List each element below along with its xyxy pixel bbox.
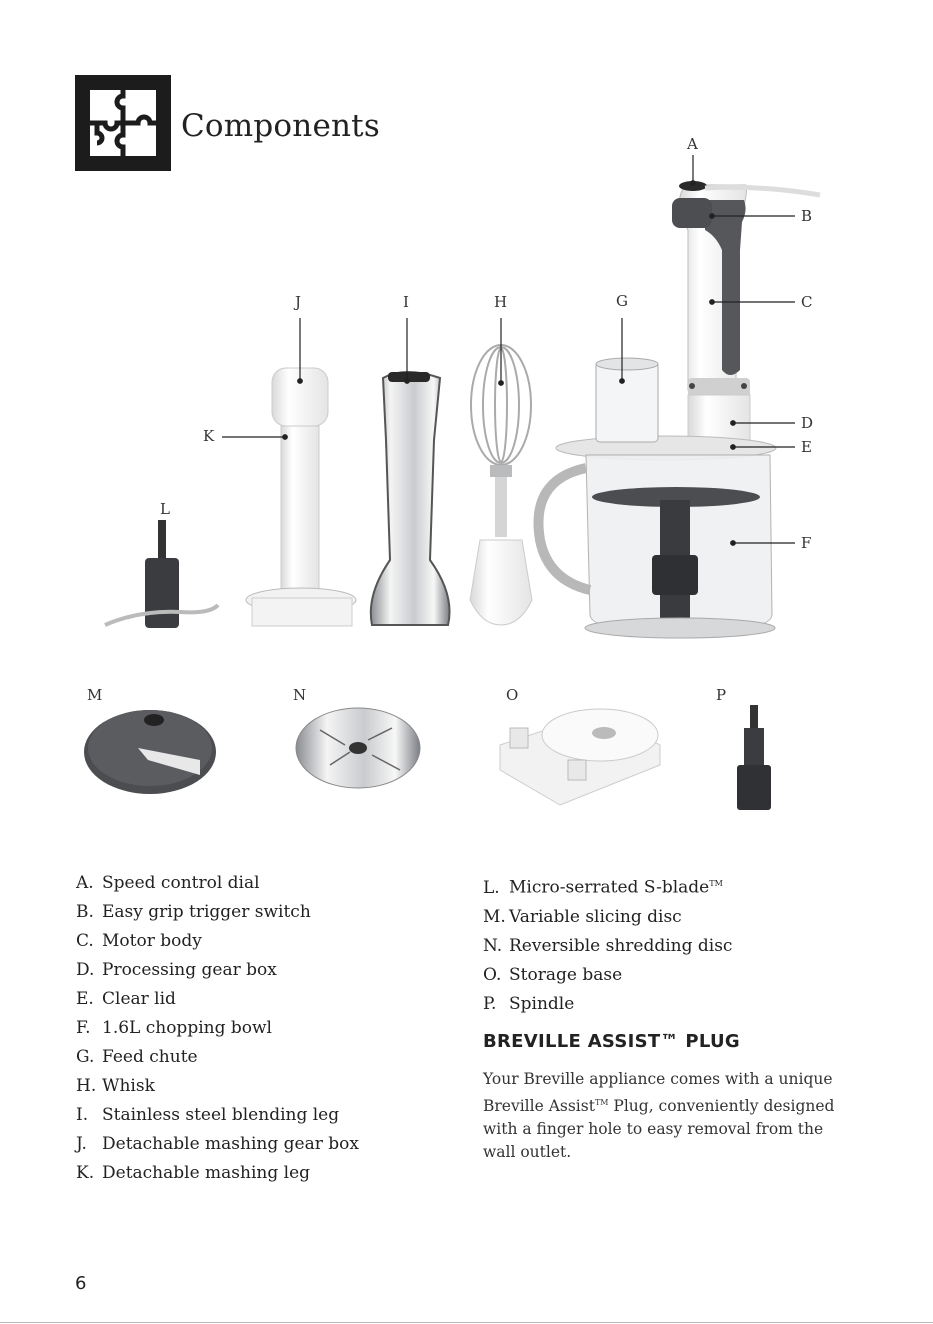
list-item: A. Speed control dial [76, 873, 260, 893]
assist-paragraph: Your Breville appliance comes with a unique Breville Assist™ Plug, conveniently designed with a finger hole to easy removal from the wall outlet. [483, 1070, 835, 1162]
list-item: J. Detachable mashing gear box [76, 1134, 359, 1154]
page-number: 6 [75, 1273, 87, 1294]
components-list-right [483, 869, 732, 1019]
list-item: I. Stainless steel blending leg [76, 1105, 340, 1125]
callout-l: L [160, 500, 170, 518]
list-item: B. Easy grip trigger switch [76, 902, 311, 922]
callout-j: J [295, 293, 302, 311]
list-item: O. Storage base [483, 964, 623, 985]
callout-h: H [494, 293, 508, 311]
list-item: M. Variable slicing disc [483, 906, 682, 927]
list-item: P. Spindle [483, 993, 575, 1014]
callout-a: A [687, 135, 698, 153]
components-list-left [76, 869, 359, 1188]
whisk [470, 345, 532, 625]
masher [246, 368, 356, 626]
motor-body [672, 181, 820, 398]
s-blade [105, 520, 218, 628]
slicing-disc [84, 710, 216, 794]
callout-m: M [87, 686, 103, 704]
page-divider [0, 1322, 933, 1323]
assist-heading: BREVILLE ASSIST™ PLUG [483, 1031, 740, 1052]
callout-e: E [801, 438, 812, 456]
callout-f: F [801, 534, 812, 552]
blending-leg [371, 372, 450, 625]
food-processor [538, 358, 776, 638]
callout-o: O [506, 686, 519, 704]
list-item: K. Detachable mashing leg [76, 1163, 311, 1183]
storage-base [500, 709, 660, 805]
spindle [737, 705, 771, 810]
list-item: E. Clear lid [76, 989, 176, 1009]
list-item: G. Feed chute [76, 1047, 198, 1067]
list-item: C. Motor body [76, 931, 202, 951]
page-title: Components [181, 108, 380, 144]
callout-p: P [716, 686, 727, 704]
callout-k: K [203, 427, 215, 445]
callout-n: N [293, 686, 307, 704]
callout-d: D [801, 414, 814, 432]
shredding-disc [296, 708, 420, 788]
callout-i: I [403, 293, 409, 311]
list-item: N. Reversible shredding disc [483, 935, 733, 956]
callout-c: C [801, 293, 813, 311]
callout-b: B [801, 207, 813, 225]
list-item: H. Whisk [76, 1076, 155, 1096]
list-item: D. Processing gear box [76, 960, 277, 980]
list-item: L. Micro-serrated S-blade™ [483, 877, 723, 898]
list-item: F. 1.6L chopping bowl [76, 1018, 272, 1038]
callout-g: G [616, 292, 628, 310]
